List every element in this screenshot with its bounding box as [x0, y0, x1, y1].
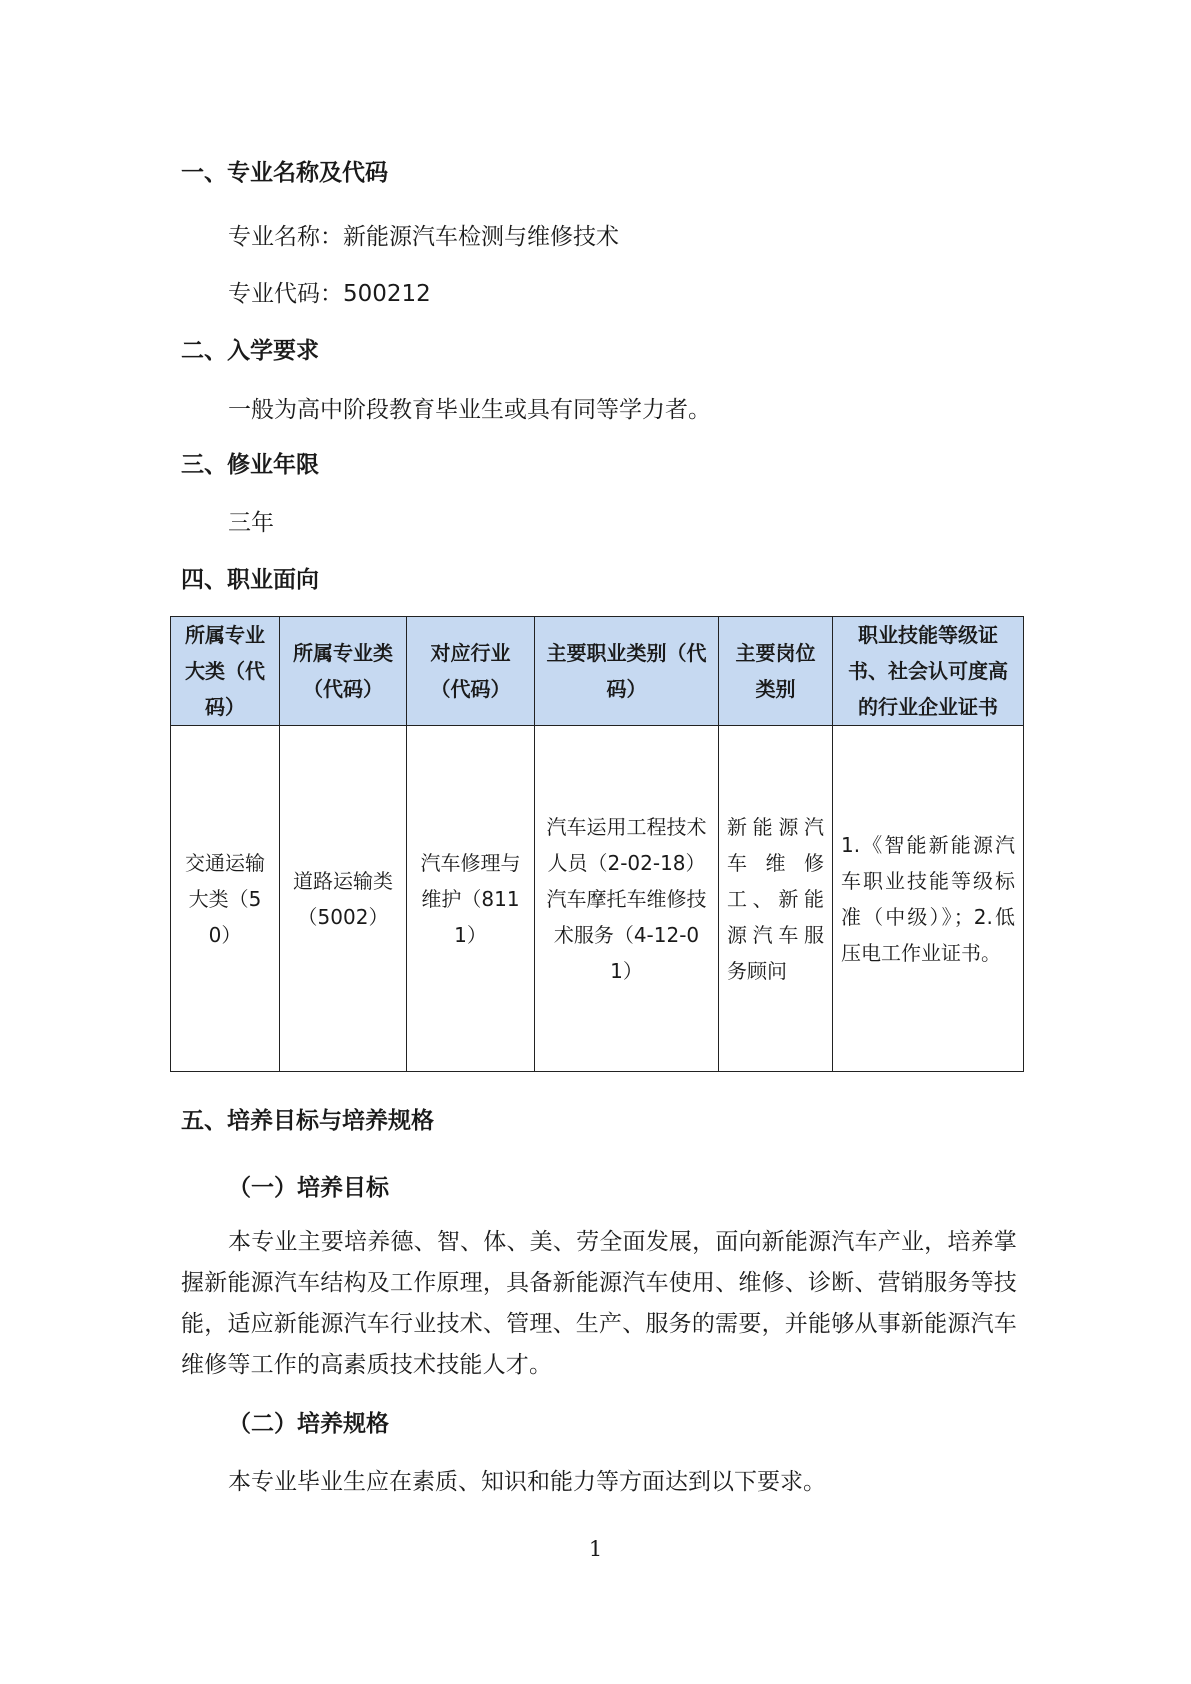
study-duration: 三年	[228, 510, 274, 536]
section-1-heading: 一、专业名称及代码	[181, 160, 388, 186]
cell-occupation: 汽车运用工程技术人员（2-02-18）汽车摩托车维修技术服务（4-12-01）	[535, 726, 719, 1072]
training-spec-heading: （二）培养规格	[228, 1411, 389, 1437]
section-3-heading: 三、修业年限	[181, 452, 319, 478]
cell-industry: 汽车修理与维护（8111）	[407, 726, 535, 1072]
section-5-heading: 五、培养目标与培养规格	[181, 1108, 434, 1134]
cell-position: 新能源汽车维修工、新能源汽车服务顾问	[719, 726, 833, 1072]
header-certificates: 职业技能等级证书、社会认可度高的行业企业证书	[833, 617, 1024, 726]
admission-requirement: 一般为高中阶段教育毕业生或具有同等学力者。	[228, 397, 711, 423]
cell-major-class: 道路运输类（5002）	[280, 726, 407, 1072]
cell-major-category: 交通运输大类（50）	[171, 726, 280, 1072]
training-spec-body: 本专业毕业生应在素质、知识和能力等方面达到以下要求。	[228, 1469, 826, 1495]
section-2-heading: 二、入学要求	[181, 338, 319, 364]
header-position: 主要岗位类别	[719, 617, 833, 726]
major-name-line: 专业名称：新能源汽车检测与维修技术	[228, 224, 619, 250]
header-occupation: 主要职业类别（代码）	[535, 617, 719, 726]
header-major-class: 所属专业类（代码）	[280, 617, 407, 726]
table-row	[171, 726, 1024, 1072]
table-header-row	[171, 617, 1024, 726]
cell-certificates: 1.《智能新能源汽车职业技能等级标准（中级）》；2.低压电工作业证书。	[833, 726, 1024, 1072]
header-industry: 对应行业（代码）	[407, 617, 535, 726]
header-major-category: 所属专业大类（代码）	[171, 617, 280, 726]
major-code-line: 专业代码：500212	[228, 281, 431, 307]
section-4-heading: 四、职业面向	[181, 567, 319, 593]
training-goal-body: 本专业主要培养德、智、体、美、劳全面发展，面向新能源汽车产业，培养掌握新能源汽车结构及工作原理，具备新能源汽车使用、维修、诊断、营销服务等技能，适应新能源汽车行业技术、管理、生产、服务的需要，并能够从事新能源汽车维修等工作的高素质技术技能人才。	[181, 1229, 1017, 1378]
training-goal-heading: （一）培养目标	[228, 1175, 389, 1201]
page-number: 1	[588, 1537, 603, 1561]
career-orientation-table	[170, 616, 1024, 1072]
